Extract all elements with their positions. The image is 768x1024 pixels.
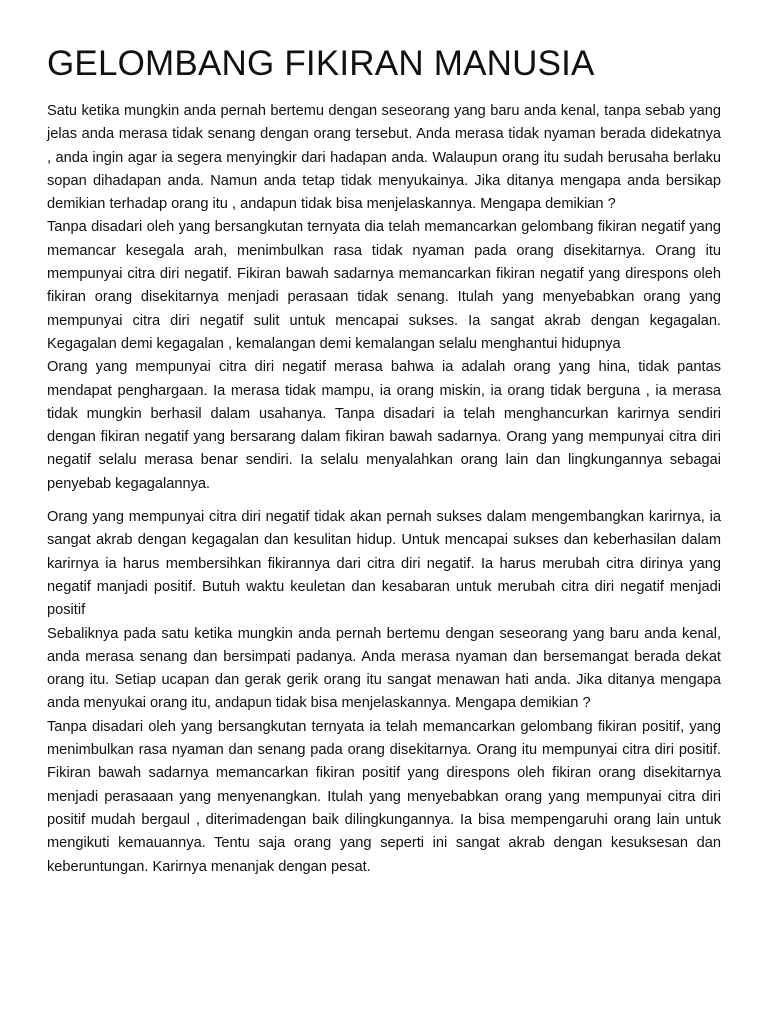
document-title: GELOMBANG FIKIRAN MANUSIA [47,44,595,83]
paragraph-1: Satu ketika mungkin anda pernah bertemu dengan seseorang yang baru anda kenal, tanpa sebab yang jelas anda merasa tidak senang dengan orang tersebut. Anda merasa tidak nyaman berada didekatnya , anda ingin agar ia segera menyingkir dari hadapan anda. Walaupun orang itu sudah berusaha berlaku sopan dihadapan anda. Namun anda tetap tidak menyukainya. Jika ditanya mengapa anda bersikap demikian terhadap orang itu , andapun tidak bisa menjelaskannya. Mengapa demikian ? [47,103,721,213]
paragraph-gap [47,496,721,506]
paragraph-3: Orang yang mempunyai citra diri negatif merasa bahwa ia adalah orang yang hina, tidak pantas mendapat penghargaan. Ia merasa tidak mampu, ia orang miskin, ia orang tidak berguna , ia merasa tidak mungkin berhasil dalam usahanya. Tanpa disadari ia telah menghancurkan karirnya sendiri dengan fikiran negatif yang bersarang dalam fikiran bawah sadarnya. Orang yang mempunyai citra diri negatif selalu merasa benar sendiri. Ia selalu menyalahkan orang lain dan lingkungannya sebagai penyebab kegagalannya. [47,359,721,492]
paragraph-2: Tanpa disadari oleh yang bersangkutan ternyata dia telah memancarkan gelombang fikiran negatif yang memancar kesegala arah, menimbulkan rasa tidak nyaman pada orang disekitarnya. Orang itu mempunyai citra diri negatif. Fikiran bawah sadarnya memancarkan fikiran negatif yang direspons oleh fikiran orang disekitarnya menjadi perasaan tidak senang. Itulah yang menyebabkan orang yang mempunyai citra diri negatif sulit untuk mencapai sukses. Ia sangat akrab dengan kegagalan. Kegagalan demi kegagalan , kemalangan demi kemalangan selalu menghantui hidupnya [47,219,721,352]
paragraph-6: Tanpa disadari oleh yang bersangkutan ternyata ia telah memancarkan gelombang fikiran positif, yang menimbulkan rasa nyaman dan senang pada orang disekitarnya. Orang itu mempunyai citra diri positif. Fikiran bawah sadarnya memancarkan fikiran positif yang direspons oleh fikiran orang disekitarnya menjadi perasaaan yang menyenangkan. Itulah yang menyebabkan orang yang mempunyai citra diri positif mudah bergaul , diterimadengan baik dilingkungannya. Ia bisa mempengaruhi orang lain untuk mengikuti kemauannya. Tentu saja orang yang seperti ini sangat akrab dengan kesuksesan dan keberuntungan. Karirnya menanjak dengan pesat. [47,718,721,875]
paragraph-5: Sebaliknya pada satu ketika mungkin anda pernah bertemu dengan seseorang yang baru anda kenal, anda merasa senang dan bersimpati padanya. Anda merasa nyaman dan bersemangat berada dekat orang itu. Setiap ucapan dan gerak gerik orang itu sangat menawan hati anda. Jika ditanya mengapa anda menyukai orang itu, andapun tidak bisa menjelaskannya. Mengapa demikian ? [47,625,721,712]
document-page [47,40,721,879]
paragraph-4: Orang yang mempunyai citra diri negatif tidak akan pernah sukses dalam mengembangkan karirnya, ia sangat akrab dengan kegagalan dan kesulitan hidup. Untuk mencapai sukses dan keberhasilan dalam karirnya ia harus membersihkan fikirannya dari citra diri negatif. Ia harus merubah citra dirinya yang negatif manjadi positif. Butuh waktu keuletan dan kesabaran untuk merubah citra diri negatif menjadi positif [47,509,721,619]
